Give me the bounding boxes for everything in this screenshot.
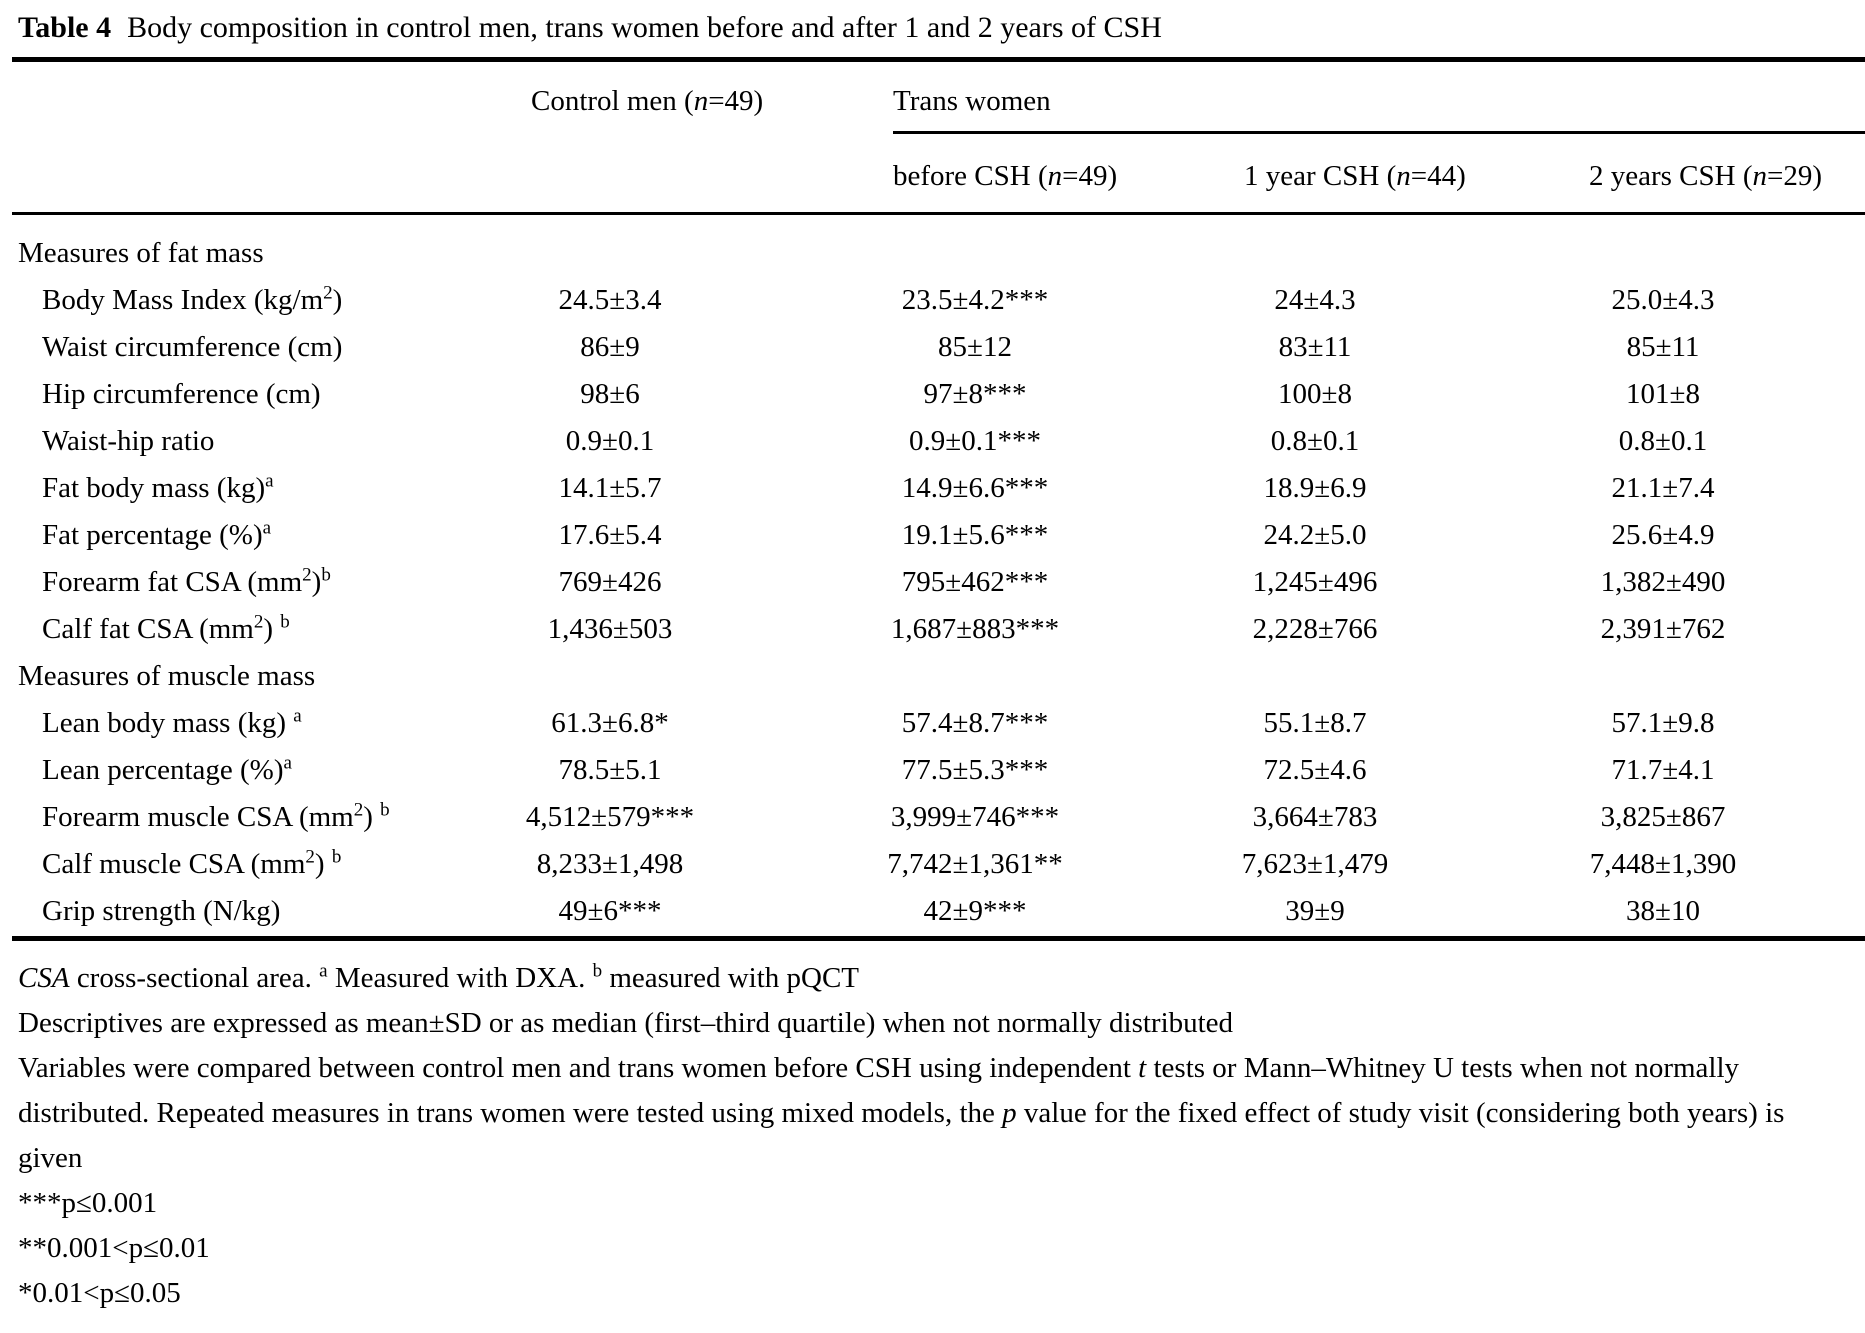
- cell-value: 4,512±579***: [525, 801, 695, 833]
- cell-before-csh: [893, 472, 1244, 505]
- cell-value: 100±8: [1278, 378, 1352, 410]
- cell-value: 8,233±1,498: [536, 848, 684, 880]
- row-label: Calf muscle CSA $(mm^2)$ $^b$: [42, 846, 342, 880]
- cell-before-csh: [893, 519, 1244, 552]
- cell-value: 55.1±8.7: [1263, 707, 1367, 739]
- table-row: [0, 794, 1865, 841]
- row-label: Hip circumference (cm): [42, 378, 321, 410]
- cell-value: 101±8: [1626, 378, 1700, 410]
- cell-2-years-csh: [1589, 425, 1865, 458]
- cell-before-csh: [893, 425, 1244, 458]
- cell-value: 1,687±883***: [890, 613, 1060, 645]
- table-row: [0, 559, 1865, 606]
- table-row: [0, 277, 1865, 324]
- cell-2-years-csh: [1589, 472, 1865, 505]
- cell-value: 7,623±1,479: [1241, 848, 1389, 880]
- cell-value: 3,664±783: [1252, 801, 1378, 833]
- cell-value: 0.9±0.1***: [909, 425, 1041, 457]
- cell-1-year-csh: [1244, 707, 1589, 740]
- row-label: Calf fat CSA $(mm^2)$ $^b$: [42, 611, 290, 645]
- table-body: [0, 230, 1865, 935]
- cell-value: 18.9±6.9: [1263, 472, 1367, 504]
- section-row: [0, 653, 1865, 700]
- table-caption: Body composition in control men, trans women before and after 1 and 2 years of CSH: [127, 11, 1162, 44]
- table-row: [0, 512, 1865, 559]
- cell-value: 0.8±0.1: [1618, 425, 1708, 457]
- cell-value: 1,245±496: [1252, 566, 1378, 598]
- footnote-descriptives: Descriptives are expressed as mean±SD or as median (first–third quartile) when not normally distributed: [18, 1007, 1234, 1039]
- cell-control-men: [520, 707, 893, 740]
- cell-value: 25.0±4.3: [1611, 284, 1715, 316]
- significance-note-2stars: **0.001<p≤0.01: [18, 1232, 210, 1264]
- row-label: Waist-hip ratio: [42, 425, 215, 457]
- cell-before-csh: [893, 707, 1244, 740]
- cell-1-year-csh: [1244, 378, 1589, 411]
- cell-control-men: [520, 519, 893, 552]
- cell-2-years-csh: [1589, 566, 1865, 599]
- cell-value: 85±11: [1626, 331, 1700, 363]
- cell-value: 24.2±5.0: [1263, 519, 1367, 551]
- cell-1-year-csh: [1244, 566, 1589, 599]
- cell-value: 83±11: [1278, 331, 1352, 363]
- row-label: Fat body mass (kg)$^a$: [42, 470, 274, 504]
- table-title: [18, 11, 1162, 45]
- cell-1-year-csh: [1244, 425, 1589, 458]
- cell-value: 77.5±5.3***: [901, 754, 1049, 786]
- cell-control-men: [520, 566, 893, 599]
- cell-value: 38±10: [1626, 895, 1700, 927]
- cell-value: 39±9: [1285, 895, 1345, 927]
- cell-before-csh: [893, 754, 1244, 787]
- cell-before-csh: [893, 378, 1244, 411]
- cell-value: 14.1±5.7: [558, 472, 662, 504]
- trans-women-group-rule: [893, 131, 1865, 134]
- row-label: Lean body mass (kg) $^a$: [42, 705, 302, 739]
- cell-1-year-csh: [1244, 754, 1589, 787]
- cell-control-men: [520, 801, 893, 834]
- cell-value: 25.6±4.9: [1611, 519, 1715, 551]
- cell-2-years-csh: [1589, 754, 1865, 787]
- cell-value: 71.7±4.1: [1611, 754, 1715, 786]
- cell-control-men: [520, 284, 893, 317]
- cell-value: 17.6±5.4: [558, 519, 662, 551]
- table-row: [0, 418, 1865, 465]
- cell-1-year-csh: [1241, 848, 1589, 881]
- footnote-statistics: Variables were compared between control men and trans women before CSH using independent t tests or Mann–Whitney U tests when not normally distributed. Repeated measures in trans women were tested using mixed models, the p value for the fixed effect of study visit (considering both years) is given: [18, 1052, 1785, 1174]
- cell-value: 3,825±867: [1600, 801, 1726, 833]
- cell-control-men: [520, 425, 893, 458]
- column-header-control-men: Control men (n=49): [531, 85, 764, 117]
- cell-value: 72.5±4.6: [1263, 754, 1367, 786]
- cell-value: 24.5±3.4: [558, 284, 662, 316]
- cell-value: 0.8±0.1: [1270, 425, 1360, 457]
- section-row: [0, 230, 1865, 277]
- cell-value: 85±12: [938, 331, 1012, 363]
- cell-control-men: [520, 754, 893, 787]
- cell-1-year-csh: [1244, 284, 1589, 317]
- cell-value: 769±426: [558, 566, 662, 598]
- cell-value: 21.1±7.4: [1611, 472, 1715, 504]
- cell-2-years-csh: [1589, 848, 1865, 881]
- row-label: Body Mass Index $(kg/m^2)$: [42, 282, 343, 316]
- column-header-1-year-csh: 1 year CSH (n=44): [1244, 160, 1466, 192]
- cell-value: 795±462***: [901, 566, 1049, 598]
- table-row: [0, 841, 1865, 888]
- row-label: Forearm fat CSA $(mm^2)^b$: [42, 564, 331, 598]
- cell-1-year-csh: [1244, 472, 1589, 505]
- cell-value: 0.9±0.1: [565, 425, 655, 457]
- cell-value: 61.3±6.8*: [551, 707, 669, 739]
- cell-2-years-csh: [1589, 895, 1865, 928]
- cell-control-men: [520, 848, 893, 881]
- significance-note-3stars: ***p≤0.001: [18, 1187, 158, 1219]
- column-header-2-years-csh: 2 years CSH (n=29): [1589, 160, 1823, 192]
- cell-2-years-csh: [1589, 613, 1865, 646]
- cell-control-men: [520, 895, 893, 928]
- cell-2-years-csh: [1589, 284, 1865, 317]
- cell-before-csh: [887, 848, 1244, 881]
- row-label: Fat percentage (%)$^a$: [42, 517, 272, 551]
- cell-value: 57.1±9.8: [1611, 707, 1715, 739]
- cell-value: 2,228±766: [1252, 613, 1378, 645]
- cell-value: 24±4.3: [1274, 284, 1356, 316]
- cell-2-years-csh: [1589, 378, 1865, 411]
- cell-1-year-csh: [1244, 519, 1589, 552]
- cell-before-csh: [893, 895, 1244, 928]
- cell-value: 1,382±490: [1600, 566, 1726, 598]
- cell-value: 49±6***: [558, 895, 662, 927]
- cell-value: 23.5±4.2***: [901, 284, 1049, 316]
- cell-value: 98±6: [580, 378, 640, 410]
- table-row: [0, 700, 1865, 747]
- footnotes: [18, 956, 1847, 1316]
- row-label: Grip strength (N/kg): [42, 895, 281, 927]
- cell-value: 19.1±5.6***: [901, 519, 1049, 551]
- significance-note-1star: *0.01<p≤0.05: [18, 1277, 181, 1309]
- cell-before-csh: [893, 284, 1244, 317]
- cell-value: 2,391±762: [1600, 613, 1726, 645]
- cell-control-men: [520, 378, 893, 411]
- cell-value: 7,448±1,390: [1589, 848, 1737, 880]
- cell-before-csh: [893, 566, 1244, 599]
- bottom-rule: [12, 936, 1865, 941]
- cell-2-years-csh: [1589, 519, 1865, 552]
- cell-value: 14.9±6.6***: [901, 472, 1049, 504]
- cell-value: 57.4±8.7***: [901, 707, 1049, 739]
- table-row: [0, 324, 1865, 371]
- top-rule: [12, 57, 1865, 62]
- cell-1-year-csh: [1244, 613, 1589, 646]
- cell-value: 7,742±1,361**: [887, 848, 1063, 880]
- footnote-abbreviations: CSA cross-sectional area. $^a$ Measured with DXA. $^b$ measured with pQCT: [18, 960, 860, 994]
- row-label: Waist circumference (cm): [42, 331, 343, 363]
- section-label: Measures of fat mass: [18, 237, 264, 269]
- table-row: [0, 371, 1865, 418]
- cell-2-years-csh: [1589, 707, 1865, 740]
- cell-value: 97±8***: [923, 378, 1027, 410]
- row-label: Lean percentage (%)$^a$: [42, 752, 292, 786]
- section-label: Measures of muscle mass: [18, 660, 316, 692]
- cell-1-year-csh: [1244, 895, 1589, 928]
- column-header-before-csh: before CSH (n=49): [893, 160, 1118, 192]
- cell-control-men: [520, 331, 893, 364]
- cell-1-year-csh: [1244, 801, 1589, 834]
- cell-value: 3,999±746***: [890, 801, 1060, 833]
- cell-before-csh: [890, 801, 1244, 834]
- cell-value: 86±9: [580, 331, 640, 363]
- table-row: [0, 465, 1865, 512]
- cell-2-years-csh: [1589, 331, 1865, 364]
- table-number: Table 4: [18, 11, 112, 44]
- header-separator-rule: [12, 212, 1865, 215]
- cell-1-year-csh: [1244, 331, 1589, 364]
- table-row: [0, 747, 1865, 794]
- cell-before-csh: [893, 331, 1244, 364]
- cell-control-men: [520, 613, 893, 646]
- cell-value: 78.5±5.1: [558, 754, 662, 786]
- column-group-header-trans-women: Trans women: [893, 85, 1051, 117]
- cell-value: 42±9***: [923, 895, 1027, 927]
- row-label: Forearm muscle CSA $(mm^2)$ $^b$: [42, 799, 390, 833]
- cell-before-csh: [890, 613, 1244, 646]
- cell-2-years-csh: [1589, 801, 1865, 834]
- cell-value: 1,436±503: [547, 613, 673, 645]
- cell-control-men: [520, 472, 893, 505]
- table-row: [0, 888, 1865, 935]
- table-row: [0, 606, 1865, 653]
